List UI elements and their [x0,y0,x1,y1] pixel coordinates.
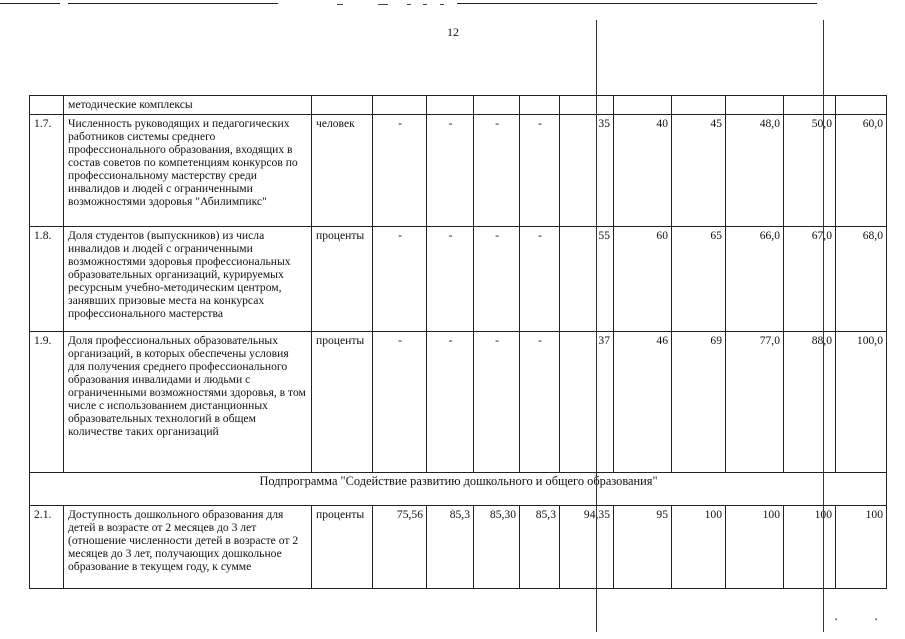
value-cell: 67,0 [784,227,836,332]
value-cell: 100 [672,506,726,589]
value-cell: 45 [672,115,726,227]
row-index: 2.1. [30,506,64,589]
unit-cell: человек [312,115,373,227]
indicator-name: методические комплексы [64,96,312,115]
value-cell: 50,0 [784,115,836,227]
table-body [30,96,887,589]
value-cell: 66,0 [726,227,784,332]
table-row [30,332,887,473]
value-cell [672,96,726,115]
indicator-name: Численность руководящих и педагогических работников системы среднего профессионального образования, входящих в состав советов по компетенциям конкурсов по профессиональному мастерству среди инвалидов и людей с ограниченными возможностями здоровья "Абилимпикс" [64,115,312,227]
value-cell: - [427,115,474,227]
table-row [30,227,887,332]
unit-cell: проценты [312,506,373,589]
value-cell [784,96,836,115]
value-cell: - [474,115,520,227]
value-cell: - [373,332,427,473]
page-number: 12 [447,25,459,39]
value-cell: - [520,332,560,473]
value-cell [614,96,672,115]
value-cell: - [427,227,474,332]
value-cell: 85,3 [427,506,474,589]
value-cell [560,96,614,115]
value-cell: - [520,115,560,227]
value-cell: 77,0 [726,332,784,473]
table-row [30,96,887,115]
subprogram-row [30,473,887,506]
table-row [30,115,887,227]
top-dash [337,4,343,5]
value-cell: 65 [672,227,726,332]
top-dash [407,4,411,5]
value-cell: 85,30 [474,506,520,589]
indicator-name: Доля студентов (выпускников) из числа инвалидов и людей с ограниченными возможностями здоровья профессиональных образовательных организаций, курируемых ресурсным учебно-методическим центром, занявших призовые места на конкурсах профессионального мастерства [64,227,312,332]
scan-vertical-line [823,20,824,632]
value-cell: - [474,332,520,473]
indicators-table [29,95,887,589]
top-rule-middle [68,3,278,4]
value-cell: 75,56 [373,506,427,589]
unit-cell: проценты [312,227,373,332]
value-cell: 48,0 [726,115,784,227]
value-cell: 95 [614,506,672,589]
row-index: 1.8. [30,227,64,332]
value-cell: 68,0 [836,227,887,332]
value-cell: 100,0 [836,332,887,473]
unit-cell: проценты [312,332,373,473]
indicator-name: Доступность дошкольного образования для детей в возрасте от 2 месяцев до 3 лет (отношение численности детей в возрасте от 2 месяцев до 3 лет, получающих дошкольное образование в текущем году, к сумме [64,506,312,589]
value-cell [474,96,520,115]
value-cell: 55 [560,227,614,332]
value-cell: 60 [614,227,672,332]
value-cell: 85,3 [520,506,560,589]
value-cell: 60,0 [836,115,887,227]
scan-mark: ▪ [835,617,838,623]
value-cell: - [427,332,474,473]
indicator-name: Доля профессиональных образовательных организаций, в которых обеспечены условия для получения среднего профессионального образования инвалидами и людьми с ограниченными возможностями здоровья, в том числе с использованием дистанционных образовательных технологий в общем количестве таких организаций [64,332,312,473]
value-cell: - [520,227,560,332]
value-cell: 100 [784,506,836,589]
scan-vertical-line [596,20,597,632]
value-cell: 69 [672,332,726,473]
value-cell [427,96,474,115]
top-rule-left [0,3,60,4]
row-index: 1.9. [30,332,64,473]
value-cell: 88,0 [784,332,836,473]
value-cell: 40 [614,115,672,227]
value-cell: 35 [560,115,614,227]
value-cell [836,96,887,115]
row-index: 1.7. [30,115,64,227]
value-cell [373,96,427,115]
top-dash [378,4,388,5]
top-dash [440,4,444,5]
value-cell [726,96,784,115]
value-cell: 94,35 [560,506,614,589]
row-index [30,96,64,115]
unit-cell [312,96,373,115]
value-cell: 37 [560,332,614,473]
top-rule-right [457,3,817,4]
value-cell: - [373,115,427,227]
scan-mark: ▪ [875,617,878,623]
value-cell: - [373,227,427,332]
value-cell: 100 [836,506,887,589]
top-dash [423,4,427,5]
table-row [30,506,887,589]
value-cell: 46 [614,332,672,473]
value-cell [520,96,560,115]
value-cell: 100 [726,506,784,589]
value-cell: - [474,227,520,332]
subprogram-title: Подпрограмма "Содействие развитию дошкольного и общего образования" [30,473,887,506]
